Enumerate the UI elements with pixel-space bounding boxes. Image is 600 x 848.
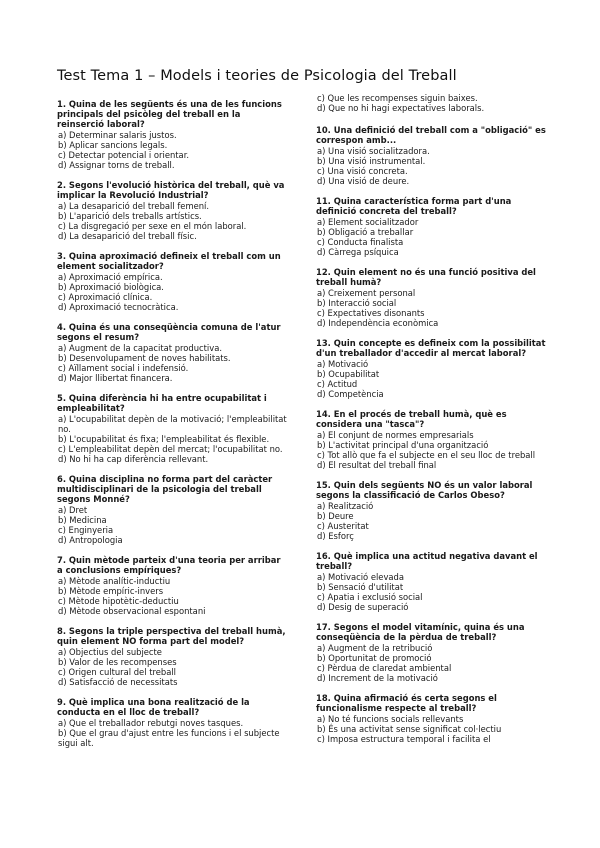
answer-option: a) Realització (317, 501, 374, 511)
answer-option: d) Desig de superació (317, 602, 409, 612)
answer-option: b) L'aparició dels treballs artístics. (58, 211, 202, 221)
answer-option: d) La desaparició del treball físic. (58, 231, 197, 241)
answer-option: b) Aproximació biològica. (58, 282, 164, 292)
question-block (57, 474, 289, 545)
question-block (316, 338, 548, 399)
answer-option: a) La desaparició del treball femení. (58, 201, 210, 211)
question-text: 6. Quina disciplina no forma part del caràcter multidisciplinari de la psicologia del treball segons Monné? (57, 474, 273, 504)
answer-option: b) Aplicar sancions legals. (58, 140, 168, 150)
question-block (316, 693, 548, 744)
question-text: 2. Segons l'evolució històrica del treball, què va implicar la Revolució Industrial? (57, 180, 285, 200)
answer-option: b) Sensació d'utilitat (317, 582, 404, 592)
answer-option: c) Detectar potencial i orientar. (58, 150, 190, 160)
answer-option: a) Dret (58, 505, 88, 515)
answer-option: c) Conducta finalista (317, 237, 404, 247)
answer-option: b) L'ocupabilitat és fixa; l'empleabilitat és flexible. (58, 434, 270, 444)
answer-option: b) Oportunitat de promoció (317, 653, 432, 663)
answer-option: d) Que no hi hagi expectatives laborals. (317, 103, 485, 113)
answer-option: b) Una visió instrumental. (317, 156, 426, 166)
answer-option: c) Origen cultural del treball (58, 667, 176, 677)
question-text: 16. Què implica una actitud negativa davant el treball? (316, 551, 538, 571)
answer-option: a) Creixement personal (317, 288, 416, 298)
answer-option: c) Austeritat (317, 521, 369, 531)
answer-option: b) És una activitat sense significat col·lectiu (317, 724, 502, 734)
answer-option: b) Deure (317, 511, 354, 521)
question-text: 11. Quina característica forma part d'una definició concreta del treball? (316, 196, 512, 216)
answer-option: c) Aproximació clínica. (58, 292, 153, 302)
answer-option: c) Expectatives disonants (317, 308, 425, 318)
question-text: 14. En el procés de treball humà, què es considera una "tasca"? (316, 409, 507, 429)
question-text: 5. Quina diferència hi ha entre ocupabilitat i empleabilitat? (57, 393, 267, 413)
answer-option: c) Actitud (317, 379, 358, 389)
question-text: 17. Segons el model vitamínic, quina és una conseqüència de la pèrdua de treball? (316, 622, 525, 642)
answer-option: c) La disgregació per sexe en el món laboral. (58, 221, 247, 231)
question-block (57, 697, 289, 748)
page-title: Test Tema 1 – Models i teories de Psicologia del Treball (57, 68, 457, 84)
question-block (57, 626, 289, 687)
answer-option: b) Obligació a treballar (317, 227, 414, 237)
answer-option: c) Imposa estructura temporal i facilita el (317, 734, 491, 744)
answer-option: a) Una visió socialitzadora. (317, 146, 430, 156)
question-text: 9. Què implica una bona realització de la conducta en el lloc de treball? (57, 697, 250, 717)
answer-option: b) Desenvolupament de noves habilitats. (58, 353, 231, 363)
answer-option: a) Objectius del subjecte (58, 647, 162, 657)
question-block (316, 93, 548, 113)
question-text: 18. Quina afirmació és certa segons el funcionalisme respecte al treball? (316, 693, 497, 713)
question-block (57, 99, 289, 170)
question-block (57, 555, 289, 616)
question-text: 15. Quin dels següents NO és un valor laboral segons la classificació de Carlos Obeso? (316, 480, 533, 500)
question-block (57, 180, 289, 241)
answer-option: d) Major llibertat financera. (58, 373, 173, 383)
answer-option: d) Una visió de deure. (317, 176, 410, 186)
answer-option: d) El resultat del treball final (317, 460, 437, 470)
question-text: 8. Segons la triple perspectiva del treball humà, quin element NO forma part del model? (57, 626, 286, 646)
answer-option: d) Assignar torns de treball. (58, 160, 175, 170)
answer-option: d) Esforç (317, 531, 354, 541)
question-block (316, 196, 548, 257)
question-block (57, 251, 289, 312)
answer-option: b) Ocupabilitat (317, 369, 380, 379)
answer-option: a) Aproximació empírica. (58, 272, 163, 282)
question-block (316, 480, 548, 541)
question-block (316, 622, 548, 683)
answer-option: a) Augment de la retribució (317, 643, 433, 653)
answer-option: a) Augment de la capacitat productiva. (58, 343, 222, 353)
answer-option: c) Pèrdua de claredat ambiental (317, 663, 452, 673)
answer-option: d) Increment de la motivació (317, 673, 438, 683)
answer-option: d) Competència (317, 389, 384, 399)
question-text: 1. Quina de les següents és una de les funcions principals del psicòleg del treball en la reinserció laboral? (57, 99, 282, 129)
answer-option: c) Una visió concreta. (317, 166, 408, 176)
answer-option: b) Mètode empíric-invers (58, 586, 164, 596)
left-column (57, 99, 289, 758)
question-block (316, 125, 548, 186)
question-text: 7. Quin mètode parteix d'una teoria per arribar a conclusions empíriques? (57, 555, 281, 575)
question-block (316, 267, 548, 328)
answer-option: d) Càrrega psíquica (317, 247, 399, 257)
answer-option: b) Interacció social (317, 298, 397, 308)
answer-option: b) Que el grau d'ajust entre les funcions i el subjecte sigui alt. (58, 728, 280, 748)
answer-option: d) Aproximació tecnocràtica. (58, 302, 179, 312)
answer-option: a) Motivació elevada (317, 572, 404, 582)
answer-option: a) El conjunt de normes empresarials (317, 430, 474, 440)
right-column (316, 93, 548, 754)
answer-option: c) Enginyeria (58, 525, 114, 535)
answer-option: a) Mètode analític-inductiu (58, 576, 171, 586)
answer-option: b) Valor de les recompenses (58, 657, 177, 667)
answer-option: a) Motivació (317, 359, 369, 369)
answer-option: c) L'empleabilitat depèn del mercat; l'ocupabilitat no. (58, 444, 283, 454)
answer-option: c) Tot allò que fa el subjecte en el seu lloc de treball (317, 450, 536, 460)
answer-option: a) Que el treballador rebutgi noves tasques. (58, 718, 244, 728)
question-block (316, 409, 548, 470)
question-block (57, 322, 289, 383)
answer-option: c) Que les recompenses siguin baixes. (317, 93, 478, 103)
answer-option: a) L'ocupabilitat depèn de la motivació; l'empleabilitat no. (58, 414, 287, 434)
question-text: 4. Quina és una conseqüència comuna de l'atur segons el resum? (57, 322, 281, 342)
answer-option: d) Independència econòmica (317, 318, 439, 328)
answer-option: c) Apatia i exclusió social (317, 592, 423, 602)
answer-option: b) L'activitat principal d'una organització (317, 440, 489, 450)
answer-option: c) Mètode hipotètic-deductiu (58, 596, 179, 606)
answer-option: d) Mètode observacional espontani (58, 606, 206, 616)
question-block (57, 393, 289, 464)
question-text: 10. Una definició del treball com a "obligació" es correspon amb... (316, 125, 546, 145)
question-text: 12. Quin element no és una funció positiva del treball humà? (316, 267, 536, 287)
answer-option: b) Medicina (58, 515, 107, 525)
answer-option: d) Satisfacció de necessitats (58, 677, 178, 687)
answer-option: d) Antropologia (58, 535, 123, 545)
question-block (316, 551, 548, 612)
answer-option: a) Element socialitzador (317, 217, 419, 227)
answer-option: d) No hi ha cap diferència rellevant. (58, 454, 209, 464)
question-text: 13. Quin concepte es defineix com la possibilitat d'un treballador d'accedir al mercat laboral? (316, 338, 546, 358)
question-text: 3. Quina aproximació defineix el treball com un element socialitzador? (57, 251, 281, 271)
answer-option: a) No té funcions socials rellevants (317, 714, 464, 724)
answer-option: a) Determinar salaris justos. (58, 130, 177, 140)
answer-option: c) Aïllament social i indefensió. (58, 363, 189, 373)
